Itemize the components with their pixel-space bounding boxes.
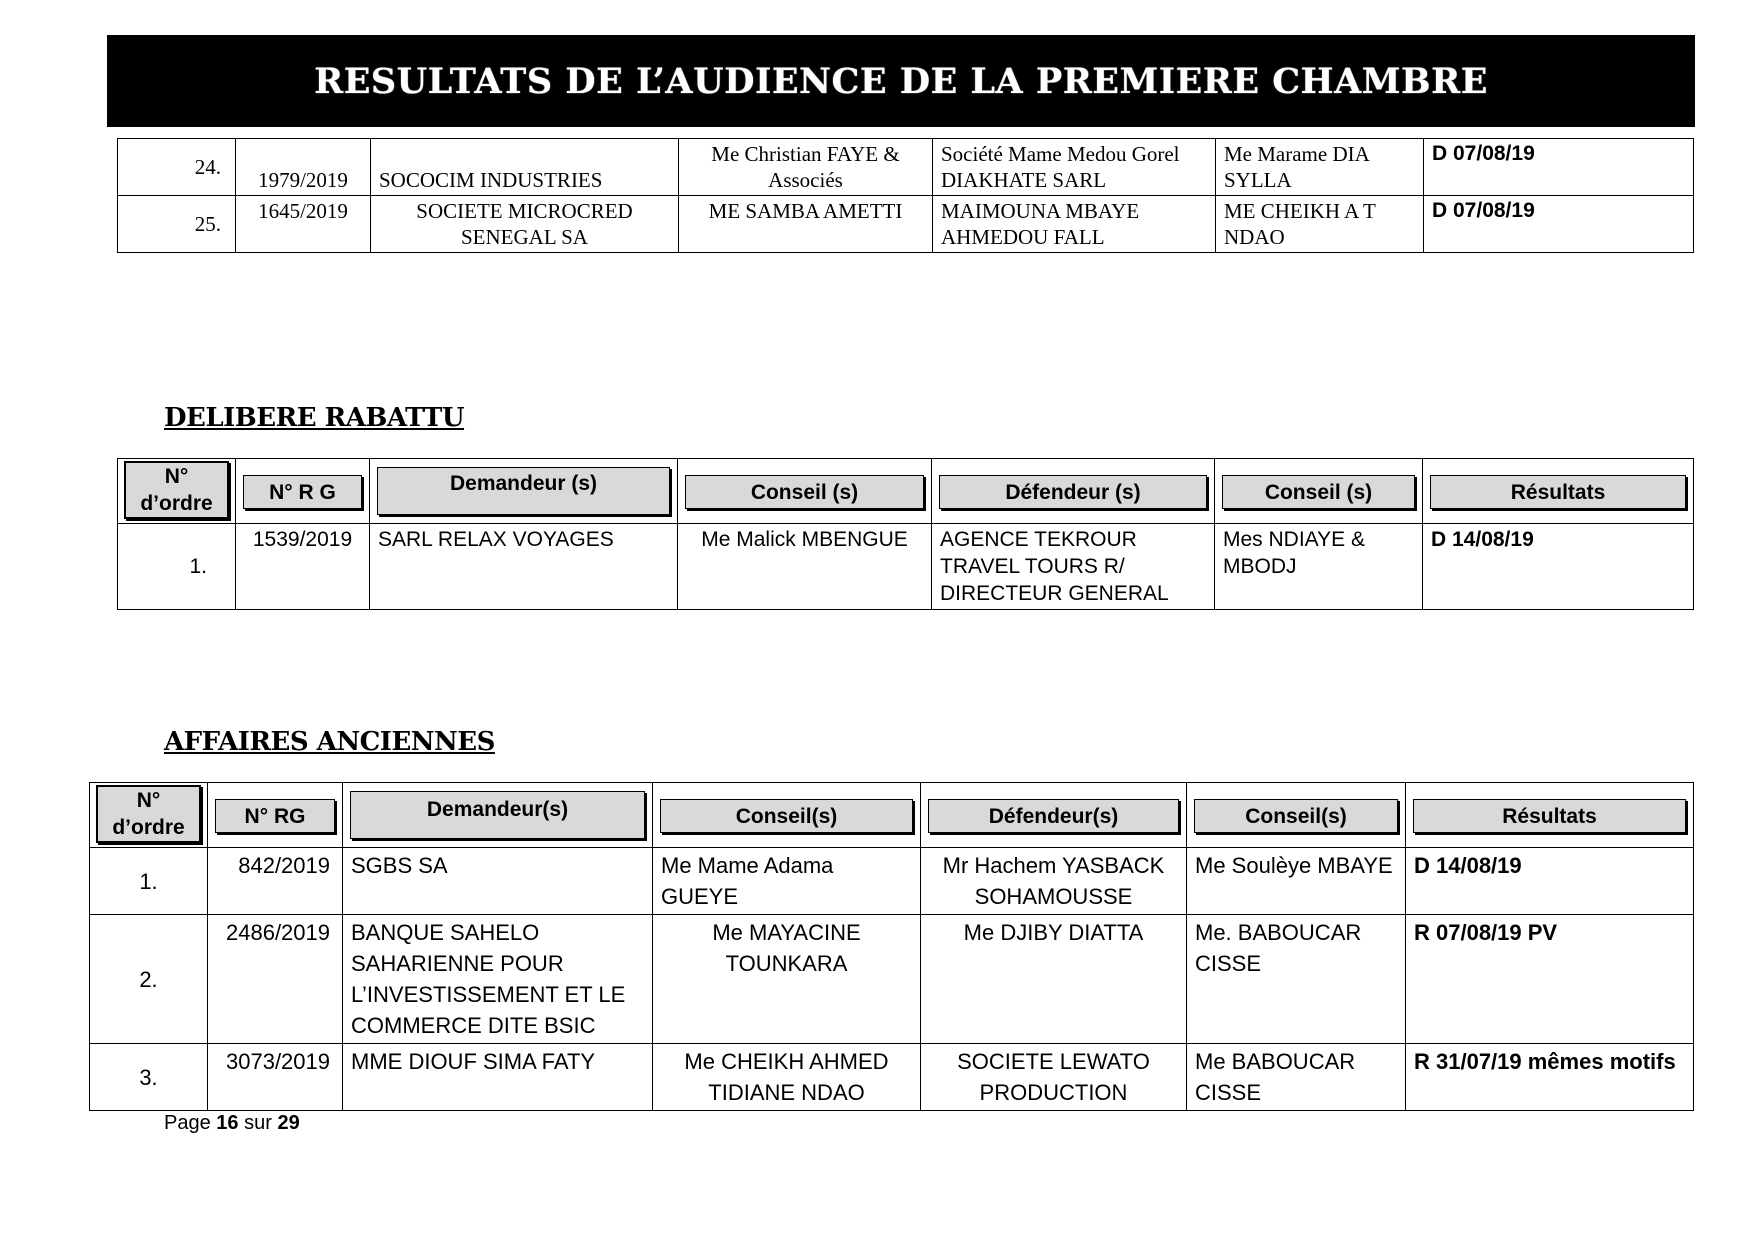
header-rg-label: N° R G [243, 475, 362, 509]
demandeur-cell: SOCIETE MICROCRED SENEGAL SA [371, 196, 679, 253]
conseil-demandeur-cell: Me MAYACINE TOUNKARA [653, 915, 921, 1044]
header-resultats [1406, 783, 1694, 848]
header-demandeur-label: Demandeur(s) [350, 791, 645, 839]
header-rg [208, 783, 343, 848]
section-title-anciennes: AFFAIRES ANCIENNES [164, 727, 495, 757]
header-ordre-line2: d’ordre [112, 816, 185, 839]
header-conseil-defendeur [1187, 783, 1406, 848]
header-demandeur [370, 459, 678, 524]
conseil-defendeur-cell: Me. BABOUCAR CISSE [1187, 915, 1406, 1044]
conseil-defendeur-cell: Me Soulèye MBAYE [1187, 848, 1406, 915]
table-row [90, 1044, 1694, 1111]
resultat-cell: D 14/08/19 [1406, 848, 1694, 915]
defendeur-cell: Me DJIBY DIATTA [921, 915, 1187, 1044]
demandeur-cell: SARL RELAX VOYAGES [370, 524, 678, 610]
continuation-table [117, 138, 1694, 253]
header-resultats-label: Résultats [1430, 475, 1686, 509]
resultat-cell: D 14/08/19 [1423, 524, 1694, 610]
rg-number: 1539/2019 [236, 524, 370, 610]
header-demandeur [343, 783, 653, 848]
conseil-demandeur-cell: Me Christian FAYE & Associés [679, 139, 933, 196]
header-ordre-line1: N° [136, 789, 161, 812]
header-conseil-defendeur [1215, 459, 1423, 524]
defendeur-cell: AGENCE TEKROUR TRAVEL TOURS R/ DIRECTEUR GENERAL [932, 524, 1215, 610]
row-number: 2. [90, 915, 208, 1044]
conseil-defendeur-cell: Mes NDIAYE & MBODJ [1215, 524, 1423, 610]
conseil-demandeur-cell: Me Mame Adama GUEYE [653, 848, 921, 915]
header-conseil-demandeur [678, 459, 932, 524]
table-row [90, 915, 1694, 1044]
rg-number: 1645/2019 [236, 196, 371, 253]
defendeur-cell: Société Mame Medou Gorel DIAKHATE SARL [933, 139, 1216, 196]
resultat-cell: R 31/07/19 mêmes motifs [1406, 1044, 1694, 1111]
header-conseil-demandeur [653, 783, 921, 848]
table-row [118, 139, 1694, 196]
conseil-defendeur-cell: ME CHEIKH A T NDAO [1216, 196, 1424, 253]
table-header-row [90, 783, 1694, 848]
row-number: 25. [118, 196, 236, 253]
demandeur-cell: SGBS SA [343, 848, 653, 915]
row-number: 1. [90, 848, 208, 915]
conseil-demandeur-cell: Me Malick MBENGUE [678, 524, 932, 610]
conseil-demandeur-cell: Me CHEIKH AHMED TIDIANE NDAO [653, 1044, 921, 1111]
header-demandeur-label: Demandeur (s) [377, 467, 670, 515]
row-number: 3. [90, 1044, 208, 1111]
footer-page-label: Page [164, 1112, 211, 1134]
table-header-row [118, 459, 1694, 524]
conseil-demandeur-cell: ME SAMBA AMETTI [679, 196, 933, 253]
header-defendeur [932, 459, 1215, 524]
table-row [118, 196, 1694, 253]
footer-sur-label: sur [244, 1112, 272, 1134]
conseil-defendeur-cell: Me Marame DIA SYLLA [1216, 139, 1424, 196]
demandeur-cell: SOCOCIM INDUSTRIES [371, 139, 679, 196]
row-number: 1. [118, 524, 236, 610]
footer-page-current: 16 [216, 1112, 239, 1134]
table-row [118, 524, 1694, 610]
defendeur-cell: SOCIETE LEWATO PRODUCTION [921, 1044, 1187, 1111]
page-banner [107, 35, 1695, 127]
row-number: 24. [118, 139, 236, 196]
conseil-defendeur-cell: Me BABOUCAR CISSE [1187, 1044, 1406, 1111]
rg-number: 842/2019 [208, 848, 343, 915]
page-footer [164, 1112, 300, 1135]
resultat-cell: R 07/08/19 PV [1406, 915, 1694, 1044]
delibere-table [117, 458, 1694, 610]
header-ordre-line2: d’ordre [140, 492, 213, 515]
defendeur-cell: Mr Hachem YASBACK SOHAMOUSSE [921, 848, 1187, 915]
header-conseil-demandeur-label: Conseil (s) [685, 475, 924, 509]
resultat-cell: D 07/08/19 [1424, 139, 1694, 196]
footer-page-total: 29 [277, 1112, 300, 1134]
header-conseil-demandeur-label: Conseil(s) [660, 799, 913, 833]
header-defendeur-label: Défendeur(s) [928, 799, 1179, 833]
table-row [90, 848, 1694, 915]
header-rg-label: N° RG [215, 799, 335, 833]
resultat-cell: D 07/08/19 [1424, 196, 1694, 253]
rg-number: 1979/2019 [236, 139, 371, 196]
page-title: RESULTATS DE L’AUDIENCE DE LA PREMIERE CHAMBRE [314, 60, 1488, 102]
header-resultats-label: Résultats [1413, 799, 1686, 833]
header-rg [236, 459, 370, 524]
rg-number: 2486/2019 [208, 915, 343, 1044]
anciennes-table [89, 782, 1694, 1111]
header-resultats [1423, 459, 1694, 524]
header-defendeur-label: Défendeur (s) [939, 475, 1207, 509]
header-ordre-line1: N° [164, 465, 189, 488]
defendeur-cell: MAIMOUNA MBAYE AHMEDOU FALL [933, 196, 1216, 253]
section-title-delibere: DELIBERE RABATTU [164, 403, 465, 433]
header-ordre [90, 783, 208, 848]
rg-number: 3073/2019 [208, 1044, 343, 1111]
header-conseil-defendeur-label: Conseil(s) [1194, 799, 1398, 833]
demandeur-cell: MME DIOUF SIMA FATY [343, 1044, 653, 1111]
demandeur-cell: BANQUE SAHELO SAHARIENNE POUR L’INVESTISSEMENT ET LE COMMERCE DITE BSIC [343, 915, 653, 1044]
header-conseil-defendeur-label: Conseil (s) [1222, 475, 1415, 509]
header-ordre [118, 459, 236, 524]
header-defendeur [921, 783, 1187, 848]
